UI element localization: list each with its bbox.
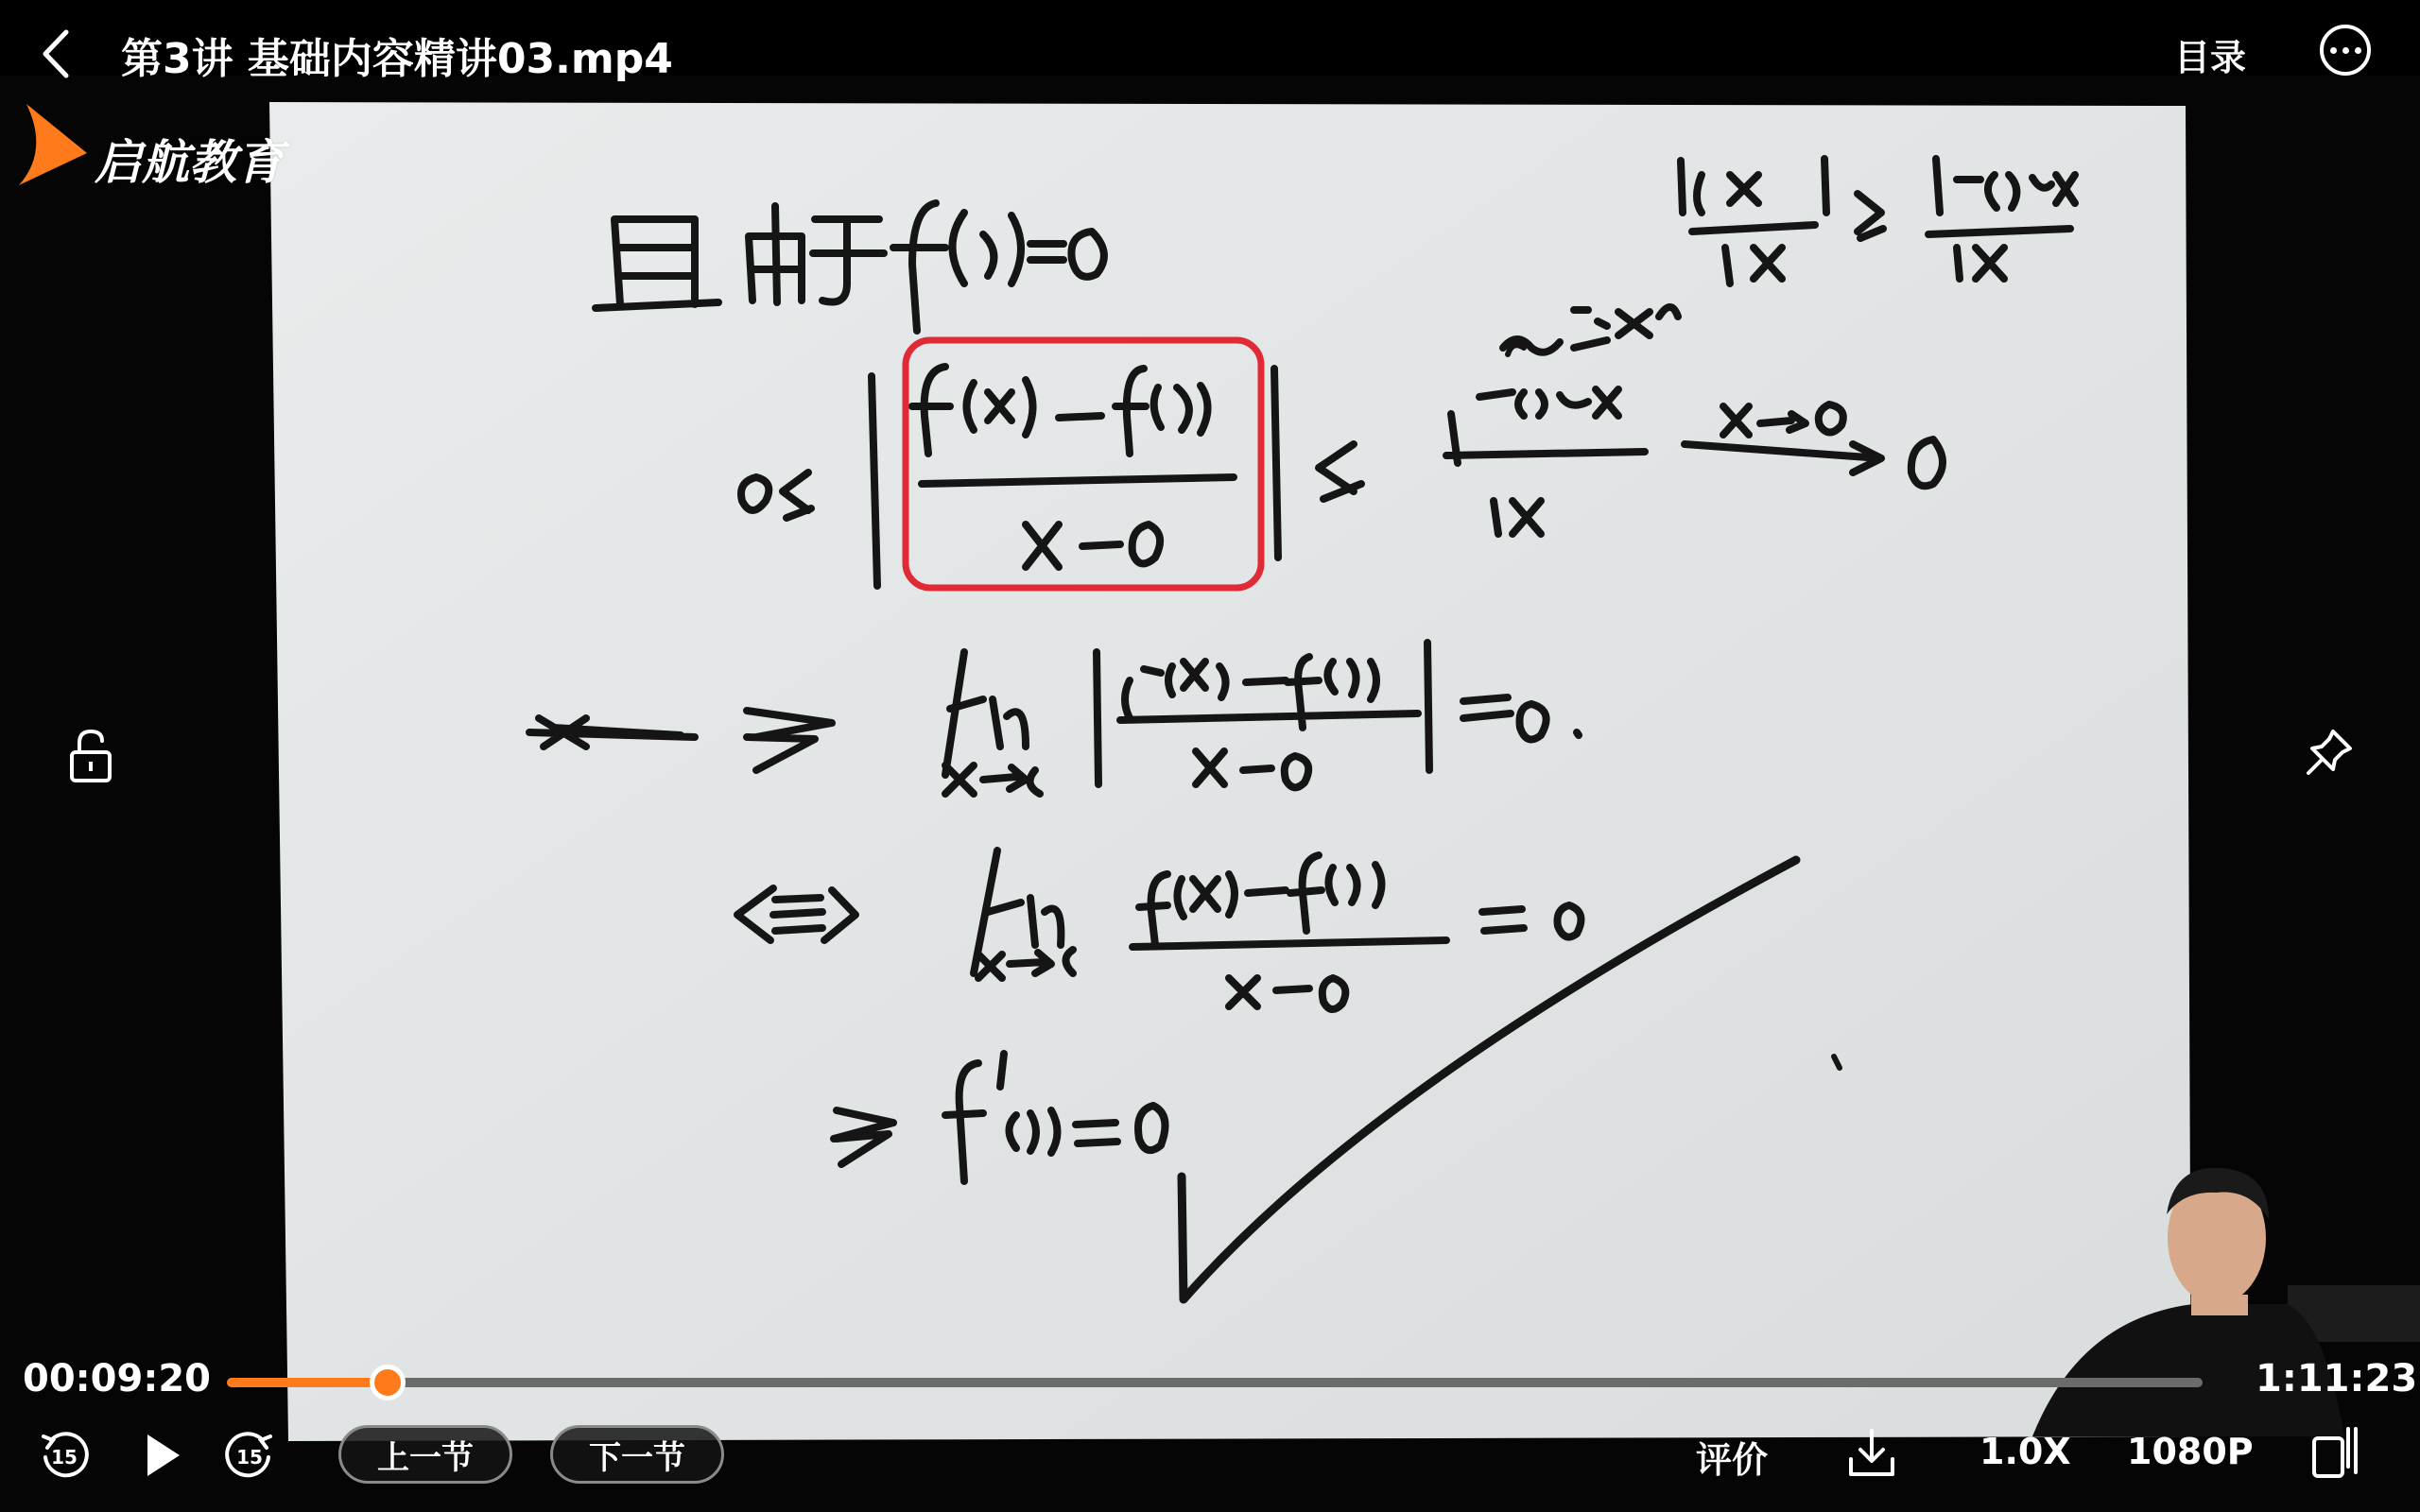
forward-seconds: 15 (236, 1446, 263, 1469)
quality-button[interactable]: 1080P (2127, 1431, 2254, 1472)
pin-icon[interactable] (2303, 726, 2356, 779)
rate-button[interactable]: 评价 (1696, 1439, 1769, 1481)
video-title: 第3讲 基础内容精讲03.mp4 (121, 35, 673, 83)
speed-button[interactable]: 1.0X (1979, 1431, 2071, 1472)
current-time: 00:09:20 (23, 1357, 211, 1400)
catalog-button[interactable]: 目录 (2174, 37, 2247, 78)
whiteboard (269, 102, 2191, 1441)
more-options-icon[interactable] (2320, 25, 2371, 76)
progress-fill (227, 1378, 388, 1387)
progress-knob[interactable] (370, 1365, 406, 1400)
next-episode-button[interactable]: 下一节 (550, 1425, 724, 1484)
download-icon[interactable] (1847, 1427, 1896, 1480)
progress-track[interactable] (227, 1378, 2203, 1387)
brand-watermark: 启航教育 (95, 135, 284, 190)
play-icon[interactable] (140, 1431, 185, 1480)
screen-rotate-icon[interactable] (2310, 1425, 2361, 1480)
total-time: 1:11:23 (2256, 1357, 2418, 1400)
prev-episode-button[interactable]: 上一节 (338, 1425, 512, 1484)
rewind-seconds: 15 (51, 1446, 78, 1469)
screen-lock-icon[interactable] (66, 728, 115, 784)
forward-15-icon[interactable] (223, 1429, 276, 1482)
back-icon[interactable] (36, 28, 78, 79)
rewind-15-icon[interactable] (38, 1429, 91, 1482)
